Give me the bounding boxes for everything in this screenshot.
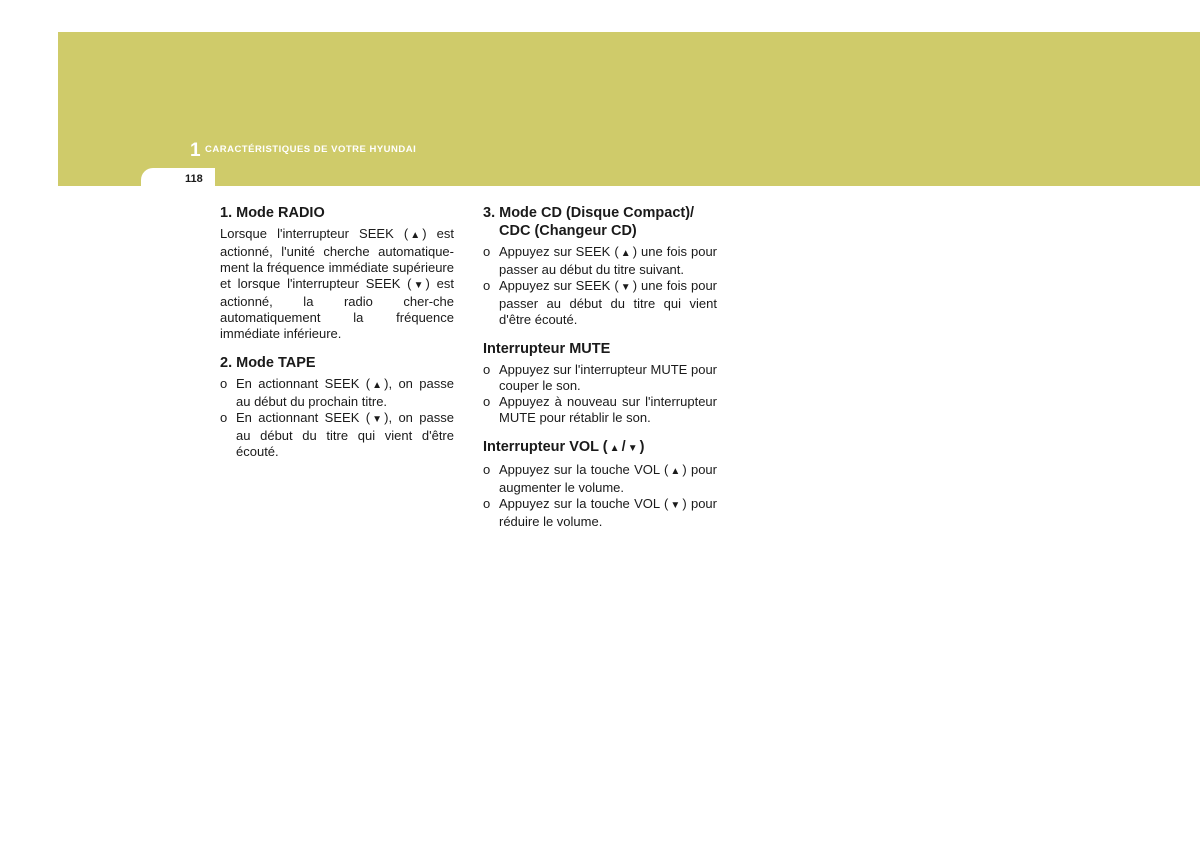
section-title: 1. Mode RADIO	[220, 205, 325, 221]
left-column	[220, 204, 454, 472]
arrow-up-icon: ▲	[620, 248, 631, 259]
list-item	[483, 394, 717, 426]
arrow-up-icon: ▲	[670, 466, 681, 477]
text: ) est actionné, la radio cher-che automatiquement la fréquence immédiate inférieure.	[220, 276, 454, 341]
bullet-list	[483, 244, 717, 328]
list-item	[483, 278, 717, 328]
section-radio	[220, 204, 454, 342]
list-item	[483, 496, 717, 530]
bullet: o	[483, 278, 491, 293]
arrow-up-icon: ▲	[609, 443, 620, 454]
page-number-tab	[141, 168, 215, 192]
list-item	[483, 244, 717, 278]
bullet: o	[483, 244, 491, 259]
text: Appuyez sur l'interrupteur MUTE pour couper le son.	[499, 362, 717, 393]
section-title: 3. Mode CD (Disque Compact)/ CDC (Changeur CD)	[483, 205, 695, 239]
arrow-up-icon: ▲	[372, 380, 383, 391]
text: Appuyez à nouveau sur l'interrupteur MUTE pour rétablir le son.	[499, 394, 717, 425]
arrow-down-icon: ▼	[670, 500, 681, 511]
text: En actionnant SEEK (	[236, 376, 371, 391]
list-item	[483, 362, 717, 394]
text: Lorsque l'interrupteur SEEK (	[220, 226, 409, 241]
text: ) est actionné, l'unité cherche automatique-ment la fréquence immédiate supérieure et lorsque l'interrupteur SEEK (	[220, 226, 454, 291]
text: ) une fois pour passer au début du titre qui vient d'être écouté.	[499, 278, 718, 327]
text: Appuyez sur la touche VOL (	[499, 496, 669, 511]
text: ), on passe au début du titre qui vient d'être écouté.	[236, 410, 454, 459]
arrow-down-icon: ▼	[627, 443, 638, 454]
text: ) pour réduire le volume.	[499, 496, 717, 529]
section-body	[220, 226, 454, 342]
bullet: o	[220, 410, 228, 425]
bullet: o	[220, 376, 228, 391]
bullet-list	[483, 462, 717, 530]
list-item	[220, 410, 454, 460]
bullet: o	[483, 496, 491, 511]
chapter-title: CARACTÉRISTIQUES DE VOTRE HYUNDAI	[205, 144, 417, 155]
arrow-down-icon: ▼	[372, 414, 383, 425]
text: ), on passe au début du prochain titre.	[236, 376, 454, 409]
bullet-list	[220, 376, 454, 460]
text: /	[621, 439, 626, 455]
text: Appuyez sur la touche VOL (	[499, 462, 669, 477]
page-number: 118	[185, 173, 203, 185]
section-title	[483, 438, 717, 458]
right-column	[483, 204, 717, 542]
header-band	[58, 32, 1200, 186]
bullet: o	[483, 394, 491, 409]
list-item	[220, 376, 454, 410]
text: ) une fois pour passer au début du titre suivant.	[499, 244, 718, 277]
arrow-down-icon: ▼	[413, 280, 424, 291]
chapter-number: 1	[190, 140, 201, 161]
section-tape	[220, 354, 454, 460]
text: ) pour augmenter le volume.	[499, 462, 717, 495]
bullet: o	[483, 362, 491, 377]
text: Interrupteur VOL (	[483, 439, 608, 455]
section-vol	[483, 438, 717, 530]
section-title: Interrupteur MUTE	[483, 341, 611, 357]
bullet-list	[483, 362, 717, 426]
arrow-down-icon: ▼	[620, 282, 631, 293]
section-cd	[483, 204, 717, 328]
list-item	[483, 462, 717, 496]
text: En actionnant SEEK (	[236, 410, 371, 425]
arrow-up-icon: ▲	[410, 230, 421, 241]
text: Appuyez sur SEEK (	[499, 244, 619, 259]
section-mute	[483, 340, 717, 426]
section-title: 2. Mode TAPE	[220, 355, 316, 371]
text: Appuyez sur SEEK (	[499, 278, 619, 293]
bullet: o	[483, 462, 491, 477]
text: )	[639, 439, 645, 455]
